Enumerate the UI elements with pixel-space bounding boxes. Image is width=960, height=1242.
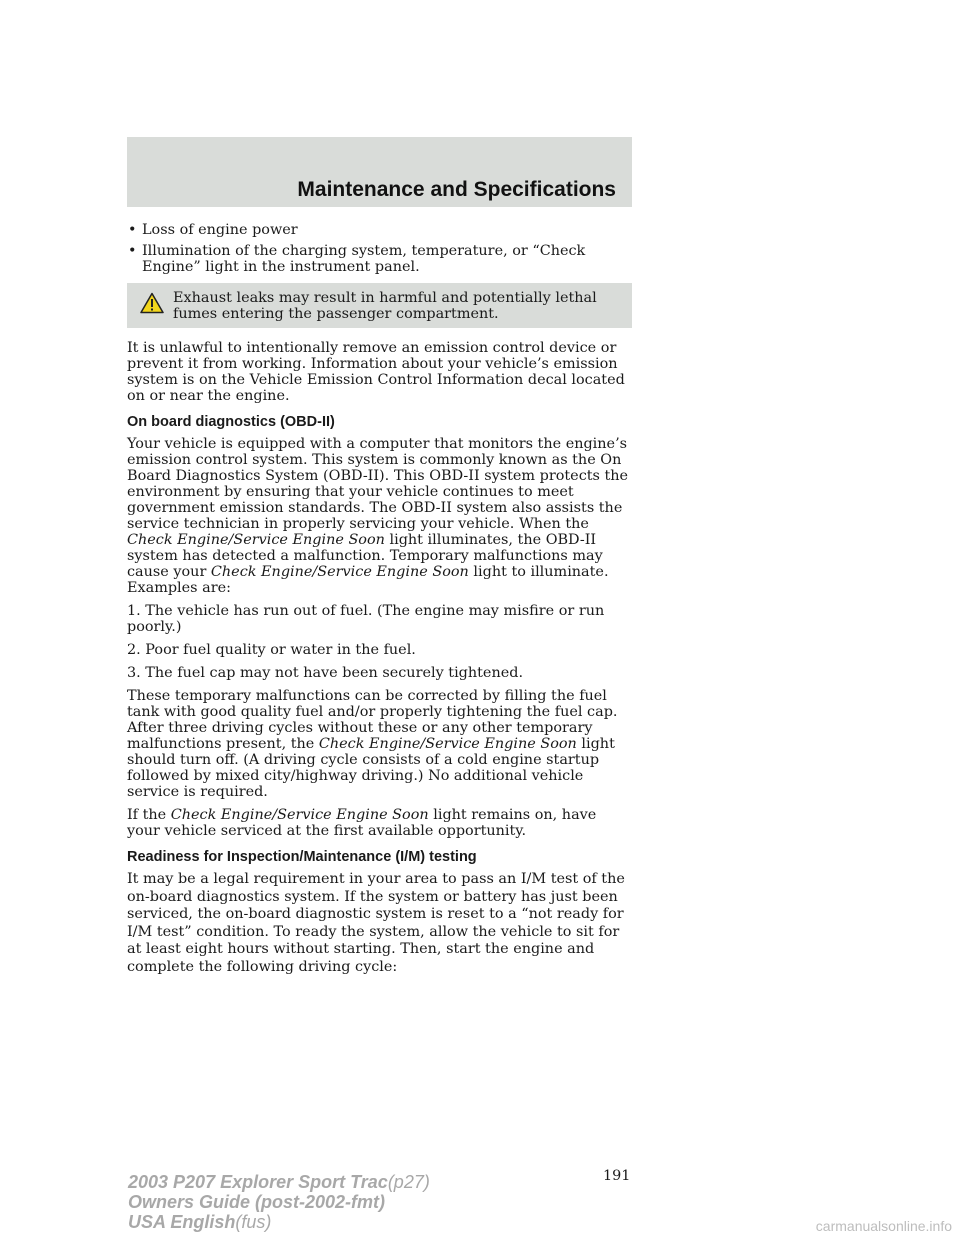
footer-language-code: (fus) [235, 1212, 272, 1232]
footer-line-1 [128, 1172, 430, 1192]
check-engine-term: Check Engine/Service Engine Soon [318, 736, 577, 752]
obd-text: Your vehicle is equipped with a computer that monitors the engine’s emission control system. This system is commonly known as the On Board Diagnostics System (OBD-II). This OBD-II system protects the environment by ensuring that your vehicle continues to meet government emission standards. The OBD-II system also assists the service technician in properly servicing your vehicle. When the [127, 436, 629, 532]
warning-text: Exhaust leaks may result in harmful and potentially lethal fumes entering the passenger compartment. [173, 290, 597, 322]
paragraph-text: light should turn off. (A driving cycle consists of a cold engine startup followed by mixed city/highway driving.) No additional vehicle service is required. [127, 736, 615, 800]
warning-box [127, 283, 632, 328]
bullet-item [127, 222, 632, 238]
footer-line-2: Owners Guide (post-2002-fmt) [128, 1192, 386, 1212]
paragraph-text: light remains on, have your vehicle serviced at the first available opportunity. [127, 807, 597, 839]
bullet-text: Illumination of the charging system, temperature, or “Check Engine” light in the instrument panel. [142, 243, 586, 275]
example-item: 3. The fuel cap may not have been securely tightened. [127, 665, 524, 681]
section-title: Maintenance and Specifications [297, 178, 616, 201]
watermark: carmanualsonline.info [815, 1218, 952, 1234]
bullet-text: Loss of engine power [142, 222, 298, 238]
intro-paragraph: It is unlawful to intentionally remove an emission control device or prevent it from working. Information about your vehicle’s emission system is on the Vehicle Emission Control Information decal located on or near the engine. [127, 340, 625, 404]
obd-paragraph [127, 436, 632, 596]
page-content [127, 222, 632, 983]
header-band [127, 137, 632, 207]
example-item: 2. Poor fuel quality or water in the fuel. [127, 642, 416, 658]
readiness-paragraph: It may be a legal requirement in your area to pass an I/M test of the on-board diagnostics system. If the system or battery has just been serviced, the on-board diagnostic system is reset to a “not ready for I/M test” condition. To ready the system, allow the vehicle to sit for at least eight hours without starting. Then, start the engine and complete the following driving cycle: [127, 871, 625, 975]
example-item: 1. The vehicle has run out of fuel. (The engine may misfire or run poorly.) [127, 603, 605, 635]
footer-language: USA English [128, 1212, 236, 1232]
obd-text: light illuminates, the OBD-II system has detected a malfunction. Temporary malfunctions may cause your [127, 532, 603, 580]
check-engine-term: Check Engine/Service Engine Soon [127, 532, 385, 548]
light-remains-paragraph [127, 807, 632, 839]
paragraph-text: These temporary malfunctions can be corrected by filling the fuel tank with good quality fuel and/or properly tightening the fuel cap. After three driving cycles without these or any other temporary malfunctions present, the [127, 688, 618, 752]
bullet-dot: • [128, 222, 137, 238]
bullet-dot: • [128, 243, 137, 259]
warning-triangle-icon [140, 292, 164, 314]
readiness-heading: Readiness for Inspection/Maintenance (I/M) testing [127, 849, 477, 865]
check-engine-term: Check Engine/Service Engine Soon [210, 564, 469, 580]
footer-code: (p27) [387, 1172, 430, 1192]
temporary-malfunction-paragraph [127, 688, 632, 800]
bullet-item [127, 243, 632, 275]
document-footer [128, 1172, 430, 1232]
paragraph-text: If the [127, 807, 167, 823]
footer-line-3 [128, 1212, 430, 1232]
page-number: 191 [603, 1168, 631, 1184]
obd-text: light to illuminate. Examples are: [127, 564, 609, 596]
footer-model: 2003 P207 Explorer Sport Trac [128, 1172, 388, 1192]
obd-heading: On board diagnostics (OBD-II) [127, 414, 335, 430]
check-engine-term: Check Engine/Service Engine Soon [170, 807, 429, 823]
